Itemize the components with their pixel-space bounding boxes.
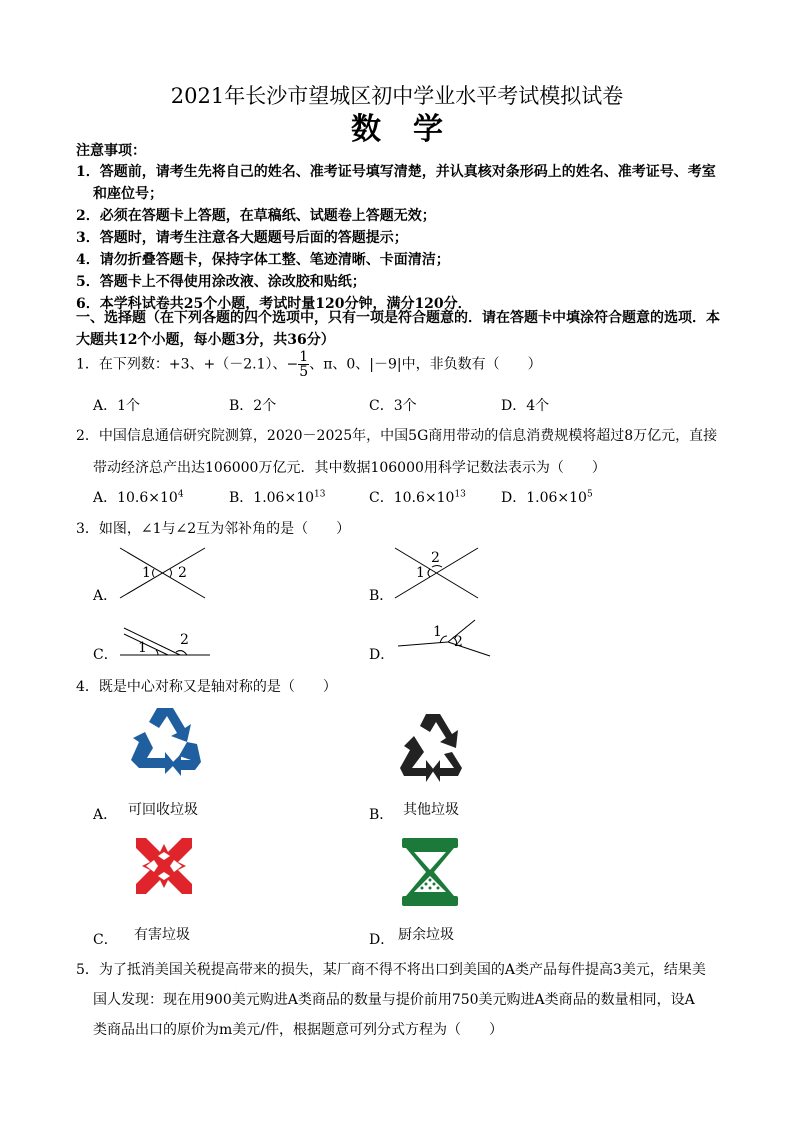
angle-label-1: 1 xyxy=(142,565,151,581)
question-2-cont: 带动经济总产出达106000万亿元．其中数据106000用科学记数法表示为（ ） xyxy=(93,460,606,476)
notes-heading: 注意事项： xyxy=(76,143,146,159)
question-5-cont: 类商品出口的原价为m美元/件，根据题意可列分式方程为（ ） xyxy=(93,1022,503,1038)
section-heading: 一、选择题（在下列各题的四个选项中，只有一项是符合题意的．请在答题卡中填涂符合题意的选项．本 xyxy=(76,310,720,326)
exponent: 4 xyxy=(177,489,184,500)
question-4: 4．既是中心对称又是轴对称的是（ ） xyxy=(76,679,337,695)
angle-label-1: 1 xyxy=(416,565,425,581)
caption-hazardous: 有害垃圾 xyxy=(134,927,190,943)
angle-label-2: 2 xyxy=(180,632,189,648)
note-item: 6．本学科试卷共25个小题，考试时量120分钟，满分120分． xyxy=(76,296,472,312)
question-5: 5．为了抵消美国关税提高带来的损失，某厂商不得不将出口到美国的A类产品每件提高3美元，结果美 xyxy=(76,962,706,978)
angle-label-1: 1 xyxy=(138,640,147,656)
angle-label-2: 2 xyxy=(454,634,463,650)
q3-option-c[interactable]: C． xyxy=(93,647,118,663)
fraction-denominator: 5 xyxy=(299,364,309,380)
option-text: C．10.6×10 xyxy=(369,490,455,506)
angle-label-2: 2 xyxy=(178,565,187,581)
q1-option-a[interactable]: A．1个 xyxy=(93,398,141,414)
q3-option-d[interactable]: D． xyxy=(369,647,395,663)
question-3: 3．如图，∠1与∠2互为邻补角的是（ ） xyxy=(76,521,351,537)
note-item: 和座位号； xyxy=(93,186,163,202)
note-item: 2．必须在答题卡上答题，在草稿纸、试题卷上答题无效； xyxy=(76,208,436,224)
note-item: 1．答题前，请考生先将自己的姓名、准考证号填写清楚，并认真核对条形码上的姓名、准考证号、考室 xyxy=(76,164,716,180)
q1-option-c[interactable]: C．3个 xyxy=(369,398,417,414)
question-2: 2．中国信息通信研究院测算，2020－2025年，中国5G商用带动的信息消费规模将超过8万亿元，直接 xyxy=(76,428,718,444)
q4-option-d[interactable]: D． xyxy=(369,932,395,948)
question-5-cont: 国人发现：现在用900美元购进A类商品的数量与提价前用750美元购进A类商品的数量相同，设A xyxy=(93,992,695,1008)
exponent: 13 xyxy=(454,489,466,500)
exponent: 13 xyxy=(314,489,326,500)
note-item: 5．答题卡上不得使用涂改液、涂改胶和贴纸； xyxy=(76,274,366,290)
angle-label-2: 2 xyxy=(431,550,440,566)
q1-option-b[interactable]: B．2个 xyxy=(229,398,277,414)
note-item: 3．答题时，请考生注意各大题题号后面的答题提示； xyxy=(76,230,408,246)
q1-option-d[interactable]: D．4个 xyxy=(501,398,550,414)
option-text: D．1.06×10 xyxy=(501,490,587,506)
note-item: 4．请勿折叠答题卡，保持字体工整、笔迹清晰、卡面清洁； xyxy=(76,252,450,268)
q1-suffix: 、π、0、|－9|中，非负数有（ ） xyxy=(309,356,542,373)
caption-other: 其他垃圾 xyxy=(403,802,459,818)
q3-option-a[interactable]: A． xyxy=(93,588,118,604)
exponent: 5 xyxy=(586,489,593,500)
section-heading-cont: 大题共12个小题，每小题3分，共36分） xyxy=(76,332,335,348)
hazardous-waste-icon xyxy=(132,834,196,898)
recycle-icon xyxy=(125,702,205,778)
q4-option-b[interactable]: B． xyxy=(369,807,394,823)
q1-prefix: 1．在下列数：+3、+（－2.1）、− xyxy=(76,356,299,373)
other-waste-icon xyxy=(398,710,468,786)
kitchen-waste-icon xyxy=(400,836,460,908)
option-text: A．10.6×10 xyxy=(93,490,178,506)
caption-kitchen: 厨余垃圾 xyxy=(398,927,454,943)
subject-title: 数学 xyxy=(351,112,475,147)
q3-option-b[interactable]: B． xyxy=(369,588,394,604)
caption-recyclable: 可回收垃圾 xyxy=(128,802,198,818)
q4-option-a[interactable]: A． xyxy=(93,807,118,823)
exam-title: 2021年长沙市望城区初中学业水平考试模拟试卷 xyxy=(170,84,624,108)
angle-label-1: 1 xyxy=(433,624,442,640)
fraction-numerator: 1 xyxy=(299,349,309,365)
option-text: B．1.06×10 xyxy=(229,490,315,506)
q4-option-c[interactable]: C． xyxy=(93,932,118,948)
